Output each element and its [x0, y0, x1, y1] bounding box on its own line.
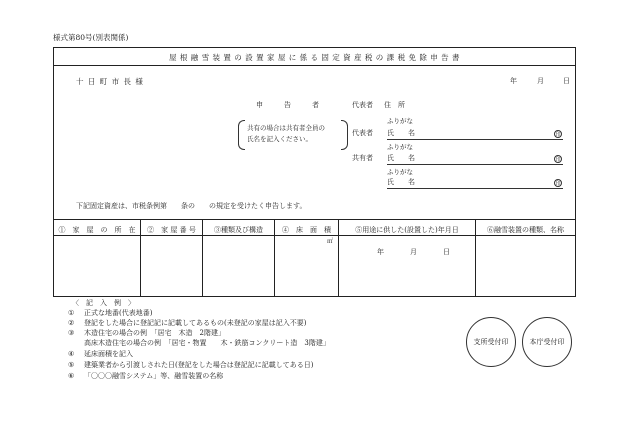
co-owner-label: 共有者	[352, 154, 373, 162]
col-header-device: ⑥融雪装置の種類、名称	[487, 226, 564, 234]
branch-reception-stamp: 支所受付印	[466, 317, 516, 367]
col-header-floor-area: ④ 床 面 積	[282, 226, 331, 234]
note-item-text: 建築業者から引渡しされた日(登記をした場合は登記記に記載してある日)	[84, 361, 314, 369]
date-month-label: 月	[537, 77, 544, 85]
note-item-text: 正式な地番(代表地番)	[84, 309, 153, 317]
title-divider	[54, 65, 575, 66]
note-item-num: ③	[68, 329, 75, 337]
co-owner-note-line1: 共有の場合は共有者全員の	[247, 124, 325, 132]
note-item-num: ⑤	[68, 361, 75, 369]
name-underline-3	[387, 188, 563, 189]
furigana-label-3: ふりがな	[387, 168, 413, 176]
rep-label-address: 代表者	[352, 101, 373, 109]
applicant-heading: 申 告 者	[256, 101, 319, 109]
row-date-day: 日	[443, 248, 450, 256]
col-header-house-number: ② 家 屋 番 号	[147, 226, 196, 234]
date-year-label: 年	[510, 77, 517, 85]
note-item-num: ⑥	[68, 372, 75, 380]
declaration-form	[53, 47, 576, 297]
note-item-num: ①	[68, 309, 75, 317]
col-header-date: ⑤用途に供した(設置した)年月日	[355, 226, 459, 234]
name-label-2: 氏 名	[387, 154, 415, 162]
declaration-text: 下記固定資産は、市税条例第 条の の規定を受けたく申告します。	[76, 202, 307, 210]
date-day-label: 日	[563, 77, 570, 85]
note-item-text: 高床木造住宅の場合の例 「居宅・物置 木・鉄筋コンクリート造 3階建」	[84, 339, 330, 347]
seal-mark-2: 印	[555, 157, 561, 163]
seal-mark-1: 印	[555, 132, 561, 138]
col-header-type-structure: ③種類及び構造	[214, 226, 263, 234]
note-item-text: 登記をした場合に登記記に記載してあるもの(未登記の家屋は記入不要)	[84, 319, 307, 327]
area-unit: ㎡	[327, 238, 334, 245]
row-date-month: 月	[410, 248, 417, 256]
note-item-text: 延床面積を記入	[84, 350, 133, 358]
note-item-num: ②	[68, 319, 75, 327]
note-item-text: 「〇〇〇融雪システム」等、融雪装置の名称	[84, 372, 224, 380]
furigana-label-1: ふりがな	[387, 117, 413, 125]
row-date-year: 年	[377, 248, 384, 256]
furigana-label-2: ふりがな	[387, 143, 413, 151]
table-top-border	[54, 219, 575, 220]
form-number: 様式第80号(別表関係)	[53, 33, 129, 42]
note-item-text: 木造住宅の場合の例 「居宅 木造 2階建」	[84, 329, 225, 337]
co-owner-note-line2: 氏名を記入ください。	[247, 135, 312, 143]
addressee: 十 日 町 市 長 様	[76, 77, 144, 86]
col-header-location: ① 家 屋 の 所 在	[58, 226, 136, 234]
notes-heading: 〈 記 入 例 〉	[72, 299, 135, 307]
address-label: 住 所	[384, 101, 405, 109]
form-title: 屋 根 融 雪 装 置 の 設 置 家 屋 に 係 る 固 定 資 産 税 の 課 税 免 除 申 告 書	[169, 53, 460, 62]
rep-label-name: 代表者	[352, 129, 373, 137]
name-label-3: 氏 名	[387, 178, 415, 186]
name-underline-2	[387, 164, 563, 165]
name-label-1: 氏 名	[387, 129, 415, 137]
main-office-reception-stamp: 本庁受付印	[522, 317, 572, 367]
note-item-num: ④	[68, 350, 75, 358]
co-owner-note-bracket	[238, 120, 348, 148]
name-underline-1	[387, 139, 563, 140]
seal-mark-3: 印	[555, 181, 561, 187]
